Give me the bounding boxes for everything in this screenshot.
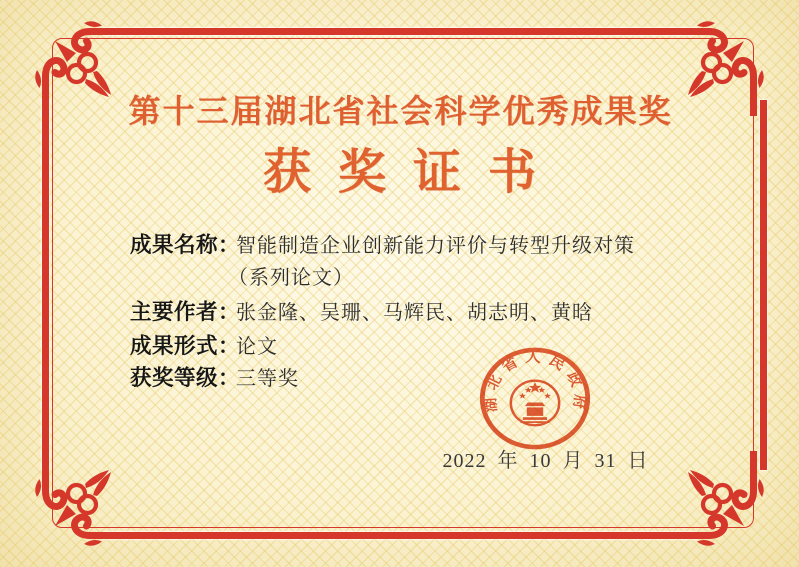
field-label: 主要作者： bbox=[130, 300, 241, 324]
field-label: 成果形式： bbox=[130, 334, 241, 358]
issue-date: 2022 年 10 月 31 日 bbox=[442, 450, 649, 472]
field-value: 张金隆、吴珊、马辉民、胡志明、黄晗 bbox=[236, 302, 593, 324]
government-seal bbox=[477, 345, 593, 452]
field-achievement-form bbox=[130, 329, 278, 360]
field-value: 三等奖 bbox=[236, 368, 299, 390]
field-award-grade bbox=[130, 361, 299, 392]
corner-flourish-bottom-left bbox=[30, 451, 130, 551]
field-value: 论文 bbox=[236, 336, 278, 358]
field-value-continued: （系列论文） bbox=[228, 267, 354, 289]
field-main-authors bbox=[130, 295, 593, 326]
field-label: 成果名称： bbox=[130, 233, 241, 257]
outer-border-top bbox=[104, 28, 696, 35]
corner-flourish-bottom-right bbox=[669, 451, 769, 551]
certificate-title: 第十三届湖北省社会科学优秀成果奖 bbox=[128, 93, 673, 129]
national-emblem-icon bbox=[511, 381, 559, 426]
field-value: 智能制造企业创新能力评价与转型升级对策 bbox=[236, 235, 635, 257]
certificate-subtitle: 获奖证书 bbox=[262, 146, 563, 199]
field-achievement-name bbox=[130, 228, 635, 259]
field-label: 获奖等级： bbox=[130, 366, 241, 390]
field-achievement-name-line2 bbox=[130, 261, 354, 290]
seal-text: 湖北省人民政府 bbox=[482, 350, 589, 417]
outer-border-bottom bbox=[104, 532, 696, 539]
